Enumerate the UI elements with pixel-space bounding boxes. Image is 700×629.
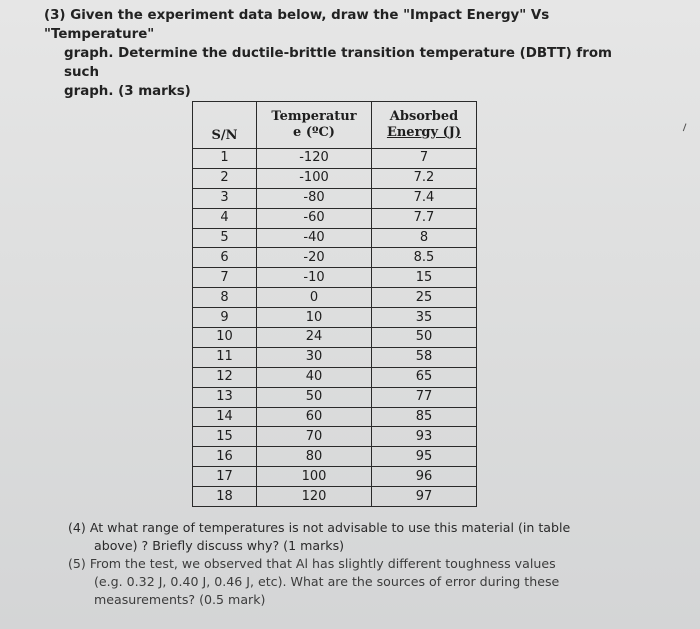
cell-sn: 6	[193, 248, 257, 268]
table-row	[193, 487, 477, 507]
cell-temperature: -20	[257, 248, 372, 268]
cell-temperature: -40	[257, 228, 372, 248]
table-row	[193, 208, 477, 228]
table-row	[193, 149, 477, 169]
table-row	[193, 447, 477, 467]
questions-4-5	[68, 519, 668, 609]
cell-temperature: 30	[257, 347, 372, 367]
cell-temperature: 50	[257, 387, 372, 407]
question-5	[68, 555, 668, 609]
cell-absorbed-energy: 58	[372, 347, 477, 367]
cell-absorbed-energy: 35	[372, 308, 477, 328]
cell-temperature: 120	[257, 487, 372, 507]
pen-mark	[683, 123, 690, 132]
cell-absorbed-energy: 7.4	[372, 188, 477, 208]
cell-sn: 4	[193, 208, 257, 228]
question-4	[68, 519, 668, 555]
question-3-line-1: (3) Given the experiment data below, draw the "Impact Energy" Vs "Temperature"	[44, 8, 550, 42]
question-5-line-3: measurements? (0.5 mark)	[94, 592, 266, 607]
table-row	[193, 248, 477, 268]
experiment-data-table	[192, 101, 477, 507]
cell-temperature: 24	[257, 328, 372, 348]
cell-absorbed-energy: 77	[372, 387, 477, 407]
cell-temperature: 80	[257, 447, 372, 467]
table-row	[193, 168, 477, 188]
table-row	[193, 407, 477, 427]
question-4-line-2: above) ? Briefly discuss why? (1 marks)	[94, 538, 345, 553]
header-sn: S/N	[193, 102, 257, 149]
cell-sn: 9	[193, 308, 257, 328]
cell-sn: 15	[193, 427, 257, 447]
cell-temperature: -100	[257, 168, 372, 188]
table-header-row	[193, 102, 477, 149]
cell-absorbed-energy: 50	[372, 328, 477, 348]
table-row	[193, 387, 477, 407]
table-row	[193, 347, 477, 367]
question-4-line-1: (4) At what range of temperatures is not advisable to use this material (in table	[68, 520, 571, 535]
cell-temperature: 70	[257, 427, 372, 447]
cell-absorbed-energy: 25	[372, 288, 477, 308]
cell-absorbed-energy: 96	[372, 467, 477, 487]
question-3-line-3: graph. (3 marks)	[64, 84, 191, 99]
question-5-line-1: (5) From the test, we observed that Al has slightly different toughness values	[68, 556, 556, 571]
table-row	[193, 268, 477, 288]
question-3	[44, 6, 644, 101]
cell-sn: 5	[193, 228, 257, 248]
cell-absorbed-energy: 97	[372, 487, 477, 507]
header-absorbed-energy: Absorbed Energy (J)	[372, 102, 477, 149]
cell-absorbed-energy: 7.2	[372, 168, 477, 188]
cell-absorbed-energy: 8.5	[372, 248, 477, 268]
table-row	[193, 228, 477, 248]
cell-absorbed-energy: 65	[372, 367, 477, 387]
cell-sn: 14	[193, 407, 257, 427]
cell-absorbed-energy: 7	[372, 149, 477, 169]
table-row	[193, 367, 477, 387]
cell-sn: 10	[193, 328, 257, 348]
cell-sn: 12	[193, 367, 257, 387]
cell-temperature: -120	[257, 149, 372, 169]
cell-temperature: 10	[257, 308, 372, 328]
cell-sn: 11	[193, 347, 257, 367]
cell-sn: 8	[193, 288, 257, 308]
cell-sn: 17	[193, 467, 257, 487]
question-5-line-2: (e.g. 0.32 J, 0.40 J, 0.46 J, etc). What are the sources of error during these	[94, 574, 560, 589]
cell-temperature: 60	[257, 407, 372, 427]
question-3-line-2: graph. Determine the ductile-brittle transition temperature (DBTT) from such	[64, 46, 612, 80]
cell-absorbed-energy: 15	[372, 268, 477, 288]
cell-temperature: 100	[257, 467, 372, 487]
cell-absorbed-energy: 95	[372, 447, 477, 467]
table-row	[193, 308, 477, 328]
table-row	[193, 328, 477, 348]
cell-absorbed-energy: 93	[372, 427, 477, 447]
cell-absorbed-energy: 7.7	[372, 208, 477, 228]
cell-absorbed-energy: 85	[372, 407, 477, 427]
cell-absorbed-energy: 8	[372, 228, 477, 248]
cell-sn: 13	[193, 387, 257, 407]
cell-sn: 2	[193, 168, 257, 188]
cell-temperature: -10	[257, 268, 372, 288]
table-row	[193, 288, 477, 308]
cell-temperature: -80	[257, 188, 372, 208]
cell-sn: 7	[193, 268, 257, 288]
cell-sn: 3	[193, 188, 257, 208]
header-temperature: Temperatur e (ºC)	[257, 102, 372, 149]
cell-sn: 18	[193, 487, 257, 507]
cell-temperature: 0	[257, 288, 372, 308]
table-row	[193, 188, 477, 208]
table-row	[193, 427, 477, 447]
cell-temperature: -60	[257, 208, 372, 228]
table-row	[193, 467, 477, 487]
cell-sn: 16	[193, 447, 257, 467]
cell-temperature: 40	[257, 367, 372, 387]
cell-sn: 1	[193, 149, 257, 169]
table-body	[193, 149, 477, 507]
